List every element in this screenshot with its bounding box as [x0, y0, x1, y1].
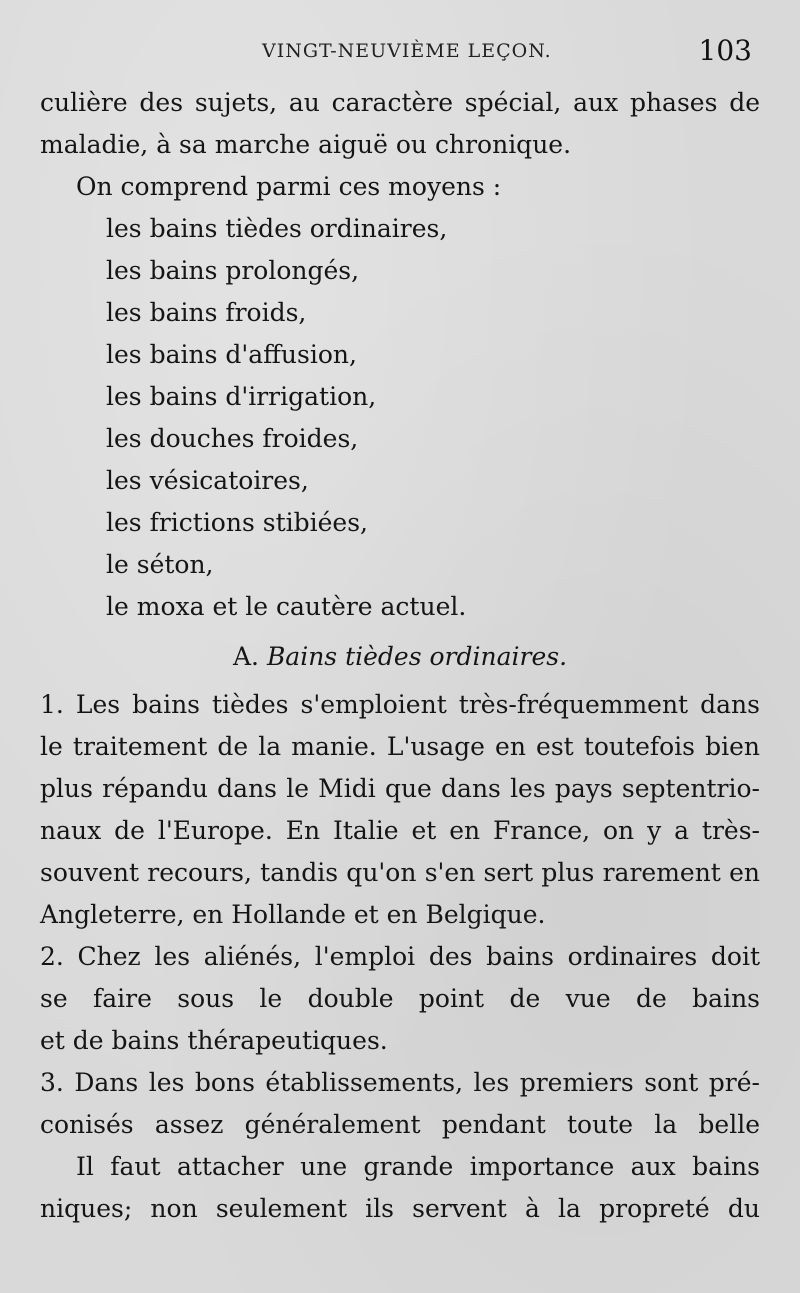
text-line: le traitement de la manie. L'usage en est toutefois bien [40, 732, 760, 761]
body-text [40, 82, 760, 1230]
list-item: les bains d'irrigation, [106, 382, 377, 411]
list-item: les vésicatoires, [106, 466, 309, 495]
running-title: VINGT-NEUVIÈME LEÇON. [262, 40, 552, 62]
list-item: les douches froides, [106, 424, 359, 453]
section-title: Bains tièdes ordinaires. [266, 642, 568, 671]
text-line: naux de l'Europe. En Italie et en France, on y a très- [40, 816, 760, 845]
page-header [0, 34, 800, 68]
text-line: maladie, à sa marche aiguë ou chronique. [40, 130, 572, 159]
text-line: plus répandu dans le Midi que dans les pays septentrio- [40, 774, 760, 803]
list-item: le moxa et le cautère actuel. [106, 592, 467, 621]
text-line: 1. Les bains tièdes s'emploient très-fréquemment dans [40, 690, 760, 719]
paragraph-2 [40, 936, 760, 1062]
section-letter: A. [232, 642, 259, 671]
list-item: les frictions stibiées, [106, 508, 368, 537]
list-item: le séton, [106, 550, 214, 579]
list-item: les bains prolongés, [106, 256, 360, 285]
text-line: 2. Chez les aliénés, l'emploi des bains ordinaires doit [40, 942, 760, 971]
text-line: conisés assez généralement pendant toute la belle [40, 1110, 760, 1139]
text-line: niques; non seulement ils servent à la propreté du [40, 1194, 760, 1223]
text-line: Angleterre, en Hollande et en Belgique. [40, 900, 546, 929]
lead-in-line: On comprend parmi ces moyens : [76, 172, 502, 201]
page-number: 103 [698, 34, 752, 67]
text-line: culière des sujets, au caractère spécial, aux phases de [40, 88, 760, 117]
list-item: les bains tièdes ordinaires, [106, 214, 448, 243]
text-line: et de bains thérapeutiques. [40, 1026, 388, 1055]
text-line: 3. Dans les bons établissements, les premiers sont pré- [40, 1068, 760, 1097]
means-list [40, 208, 760, 628]
section-heading [40, 636, 760, 678]
list-item: les bains froids, [106, 298, 307, 327]
list-item: les bains d'affusion, [106, 340, 357, 369]
paragraph-3 [40, 1062, 760, 1146]
text-line: souvent recours, tandis qu'on s'en sert plus rarement en [40, 858, 760, 887]
paragraph-1 [40, 684, 760, 936]
paragraph-4 [40, 1146, 760, 1230]
text-line: Il faut attacher une grande importance aux bains [76, 1152, 760, 1181]
text-line: se faire sous le double point de vue de bains [40, 984, 760, 1013]
